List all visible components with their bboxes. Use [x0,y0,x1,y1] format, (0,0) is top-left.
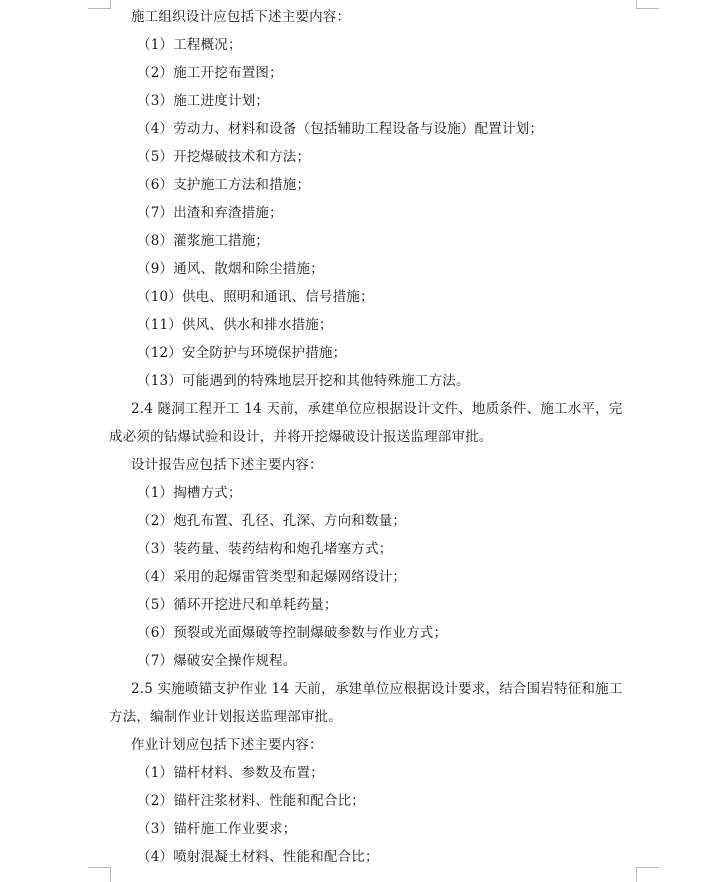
list-item-text: 支护施工方法和措施； [173,177,311,193]
list-item-text: 安全防护与环境保护措施； [181,345,347,361]
list-item-text: 出渣和弃渣措施； [173,205,283,221]
list-item [109,619,639,647]
list-item-number: （2） [137,793,174,809]
list-item-number: （8） [137,233,174,249]
list-item [109,339,639,367]
list-item-text: 爆破安全操作规程。 [173,653,297,669]
list-item-number: （9） [137,261,174,277]
list-item-text: 预裂或光面爆破等控制爆破参数与作业方式； [173,625,448,641]
section-intro: 设计报告应包括下述主要内容： [131,457,323,473]
list-item-text: 供风、供水和排水措施； [181,317,333,333]
list-item-text: 炮孔布置、孔径、孔深、方向和数量； [173,513,407,529]
list-item-number: （7） [137,653,174,669]
list-item [109,759,639,787]
list-item-number: （3） [137,93,174,109]
list-item-text: 采用的起爆雷管类型和起爆网络设计； [173,569,407,585]
list-item-text: 锚杆施工作业要求； [173,821,297,837]
list-item-text: 施工开挖布置图； [173,65,283,81]
list-item-number: （4） [137,849,174,865]
list-item-number: （2） [137,65,174,81]
list-item-text: 循环开挖进尺和单耗药量； [173,597,338,613]
section-intro: 施工组织设计应包括下述主要内容： [131,9,351,25]
list-item [109,255,639,283]
list-item [109,283,639,311]
list-item [109,227,639,255]
list-item-number: （4） [137,569,174,585]
list-item-text: 可能遇到的特殊地层开挖和其他特殊施工方法。 [181,373,470,389]
section-intro: 作业计划应包括下述主要内容： [131,737,323,753]
list-item [109,59,639,87]
list-item [109,815,639,843]
clause-paragraph-line: 2.4 隧洞工程开工 14 天前，承建单位应根据设计文件、地质条件、施工水平，完 [131,401,623,417]
list-item [109,787,639,815]
list-item-text: 锚杆注浆材料、性能和配合比； [173,793,366,809]
list-item-text: 锚杆材料、参数及布置； [173,765,324,781]
list-item-number: （1） [137,485,174,501]
list-item [109,843,639,871]
clause-paragraph-line: 成必须的钻爆试验和设计，并将开挖爆破设计报送监理部审批。 [109,429,493,445]
list-item-text: 劳动力、材料和设备（包括辅助工程设备与设施）配置计划； [173,121,544,137]
list-item-text: 灌浆施工措施； [173,233,270,249]
document-body [109,3,639,871]
list-item-number: （1） [137,37,174,53]
list-item-number: （1） [137,765,174,781]
list-item [109,171,639,199]
list-item-number: （3） [137,541,174,557]
list-item-number: （11） [137,317,182,333]
list-item-number: （2） [137,513,174,529]
list-item [109,367,639,395]
list-item-number: （10） [137,289,182,305]
list-item-number: （3） [137,821,174,837]
list-item-text: 喷射混凝土材料、性能和配合比； [173,849,379,865]
list-item-text: 掏槽方式； [173,485,242,501]
list-item-number: （7） [137,205,174,221]
clause-paragraph-line: 2.5 实施喷锚支护作业 14 天前，承建单位应根据设计要求，结合围岩特征和施工 [131,681,623,697]
clause-paragraph-line: 方法，编制作业计划报送监理部审批。 [109,709,342,725]
list-item-text: 供电、照明和通讯、信号措施； [181,289,374,305]
list-item [109,31,639,59]
list-item [109,647,639,675]
list-item-number: （5） [137,149,174,165]
list-item-number: （6） [137,625,174,641]
list-item [109,311,639,339]
page-corner-mark [636,0,659,9]
page-corner-mark [88,0,111,9]
list-item-text: 装药量、装药结构和炮孔堵塞方式； [173,541,393,557]
list-item-number: （4） [137,121,174,137]
list-item [109,479,639,507]
list-item-text: 开挖爆破技术和方法； [173,149,311,165]
list-item [109,563,639,591]
list-item [109,535,639,563]
list-item [109,115,639,143]
list-item-text: 施工进度计划； [173,93,270,109]
list-item [109,143,639,171]
list-item [109,199,639,227]
list-item [109,507,639,535]
list-item-number: （6） [137,177,174,193]
list-item [109,591,639,619]
list-item-number: （13） [137,373,182,389]
list-item-text: 通风、散烟和除尘措施； [173,261,324,277]
list-item [109,87,639,115]
list-item-number: （5） [137,597,174,613]
list-item-text: 工程概况； [173,37,242,53]
list-item-number: （12） [137,345,182,361]
